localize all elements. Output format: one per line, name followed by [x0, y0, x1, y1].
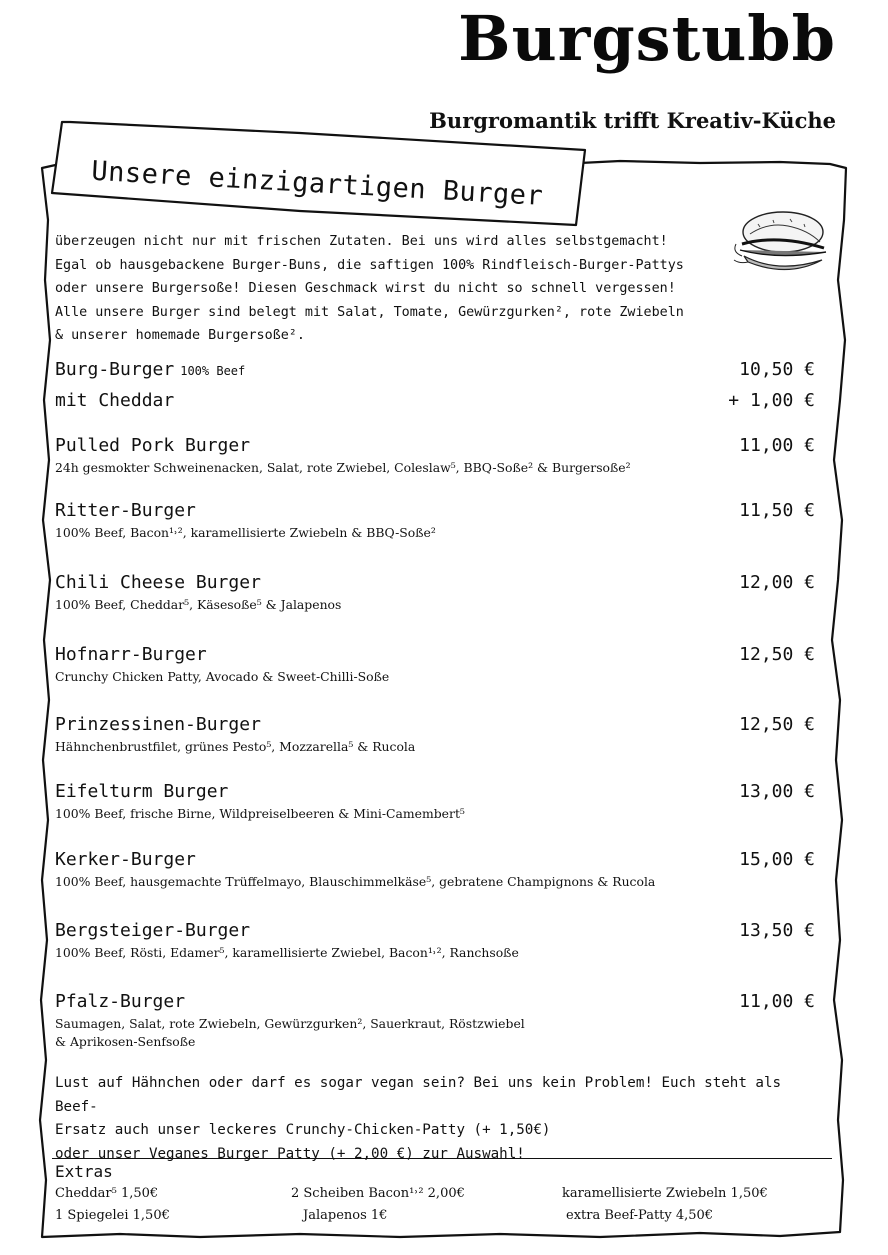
item-name [55, 357, 815, 384]
item-description: Crunchy Chicken Patty, Avocado & Sweet-Chilli-Soße [55, 669, 390, 684]
extra-item: 1 Spiegelei 1,50€ [55, 1208, 170, 1223]
item-description: 100% Beef, Bacon¹˒², karamellisierte Zwiebeln & BBQ-Soße² [55, 525, 436, 540]
item-description: 100% Beef, frische Birne, Wildpreiselbeeren & Mini-Camembert⁵ [55, 806, 465, 821]
item-tag: 100% Beef [180, 364, 246, 378]
intro-line: Egal ob hausgebackene Burger-Buns, die saftigen 100% Rindfleisch-Burger-Pattys [55, 257, 684, 273]
menu-item [55, 779, 815, 823]
item-title: Kerker-Burger [55, 849, 196, 870]
item-title: Hofnarr-Burger [55, 644, 207, 665]
menu-item [55, 357, 815, 414]
item-price: 13,00 € [739, 781, 815, 802]
brand-title: Burgstubb [458, 2, 836, 75]
extra-item: extra Beef-Patty 4,50€ [566, 1208, 714, 1223]
item-title: Pfalz-Burger [55, 991, 186, 1012]
item-title: Chili Cheese Burger [55, 572, 261, 593]
intro-line: überzeugen nicht nur mit frischen Zutaten. Bei uns wird alles selbstgemacht! [55, 234, 668, 249]
item-price: 12,50 € [739, 644, 815, 665]
item-addon [55, 388, 815, 414]
item-price: 13,50 € [739, 920, 815, 941]
item-price: 11,00 € [739, 435, 815, 456]
item-price: 10,50 € [739, 359, 815, 380]
menu-item [55, 918, 815, 962]
menu-item [55, 433, 815, 477]
item-title: Prinzessinen-Burger [55, 714, 261, 735]
item-price: 11,00 € [739, 991, 815, 1012]
intro-text [55, 230, 725, 348]
extras-title: Extras [55, 1162, 113, 1181]
outro-line: Ersatz auch unser leckeres Crunchy-Chicken-Patty (+ 1,50€) [55, 1122, 551, 1138]
item-title: Eifelturm Burger [55, 781, 229, 802]
addon-name: mit Cheddar [55, 390, 175, 411]
item-description: 100% Beef, hausgemachte Trüffelmayo, Blauschimmelkäse⁵, gebratene Champignons & Rucola [55, 874, 656, 889]
item-description: 100% Beef, Rösti, Edamer⁵, karamellisierte Zwiebel, Bacon¹˒², Ranchsoße [55, 945, 519, 960]
item-price: 12,00 € [739, 572, 815, 593]
menu-item [55, 642, 815, 686]
intro-line: & unserer homemade Burgersoße². [55, 328, 305, 343]
outro-line: Lust auf Hähnchen oder darf es sogar vegan sein? Bei uns kein Problem! Euch steht als Beef- [55, 1075, 782, 1115]
burger-sketch-icon [728, 204, 833, 284]
menu-item [55, 847, 815, 891]
extra-item: Cheddar⁵ 1,50€ [55, 1186, 159, 1201]
menu-item [55, 712, 815, 756]
item-description: 24h gesmokter Schweinenacken, Salat, rote Zwiebel, Coleslaw⁵, BBQ-Soße² & Burgersoße² [55, 460, 631, 475]
extra-item: karamellisierte Zwiebeln 1,50€ [562, 1186, 768, 1201]
extra-item: Jalapenos 1€ [303, 1208, 388, 1223]
menu-item [55, 989, 815, 1051]
item-description: Saumagen, Salat, rote Zwiebeln, Gewürzgurken², Sauerkraut, Röstzwiebel [55, 1016, 525, 1031]
item-price: 15,00 € [739, 849, 815, 870]
menu-item [55, 498, 815, 542]
brand-tagline: Burgromantik trifft Kreativ-Küche [429, 108, 836, 133]
item-title: Bergsteiger-Burger [55, 920, 251, 941]
section-heading: Unsere einzigartigen Burger [90, 155, 545, 212]
item-description: 100% Beef, Cheddar⁵, Käsesoße⁵ & Jalapenos [55, 597, 342, 612]
menu-item [55, 570, 815, 614]
item-description: Hähnchenbrustfilet, grünes Pesto⁵, Mozzarella⁵ & Rucola [55, 739, 416, 754]
item-title: Burg-Burger [55, 359, 175, 380]
addon-price: + 1,00 € [728, 390, 815, 411]
item-description-continued: & Aprikosen-Senfsoße [55, 1034, 196, 1049]
item-price: 12,50 € [739, 714, 815, 735]
extra-item: 2 Scheiben Bacon¹˒² 2,00€ [291, 1186, 465, 1201]
outro-text [55, 1072, 825, 1166]
extras-divider [52, 1158, 832, 1159]
outro-line: oder unser Veganes Burger Patty (+ 2,00 €) zur Auswahl! [55, 1145, 525, 1162]
item-title: Ritter-Burger [55, 500, 196, 521]
intro-line: Alle unsere Burger sind belegt mit Salat, Tomate, Gewürzgurken², rote Zwiebeln [55, 304, 684, 320]
item-title: Pulled Pork Burger [55, 435, 251, 456]
item-price: 11,50 € [739, 500, 815, 521]
intro-line: oder unsere Burgersoße! Diesen Geschmack wirst du nicht so schnell vergessen! [55, 281, 676, 296]
